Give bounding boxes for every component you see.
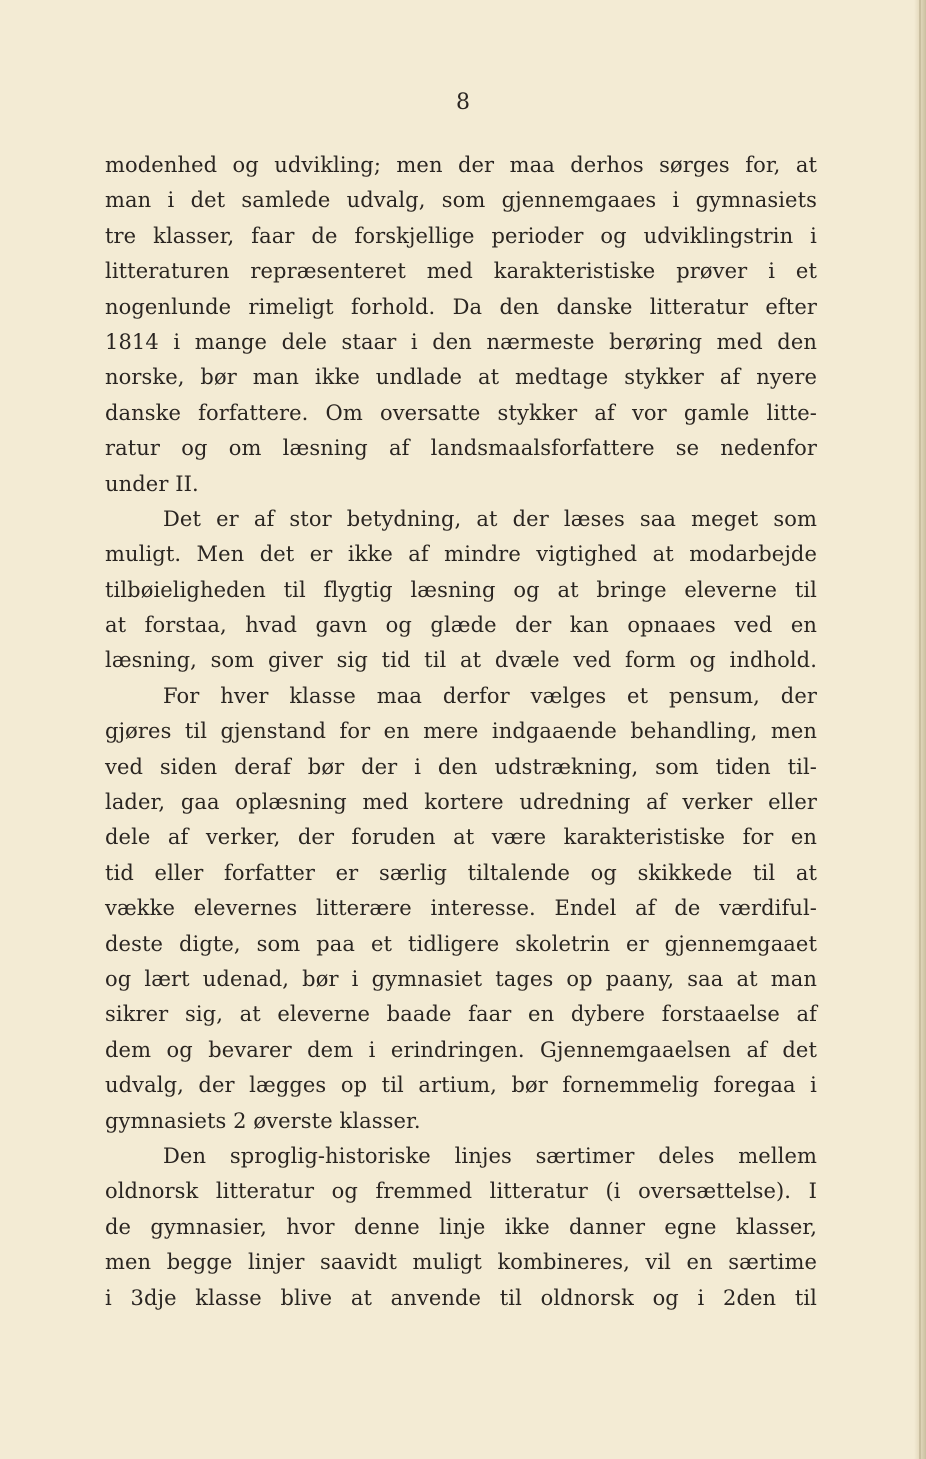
text-line: under II. [105, 471, 199, 496]
text-line: For hver klasse maa derfor vælges et pensum, der [163, 683, 817, 708]
text-line: lader, gaa oplæsning med kortere udredning af verker eller [105, 790, 817, 815]
text-line: vække elevernes litterære interesse. Endel af de værdiful- [105, 896, 817, 921]
text-line: tre klasser, faar de forskjellige perioder og udviklingstrin i [105, 223, 817, 248]
text-line: læsning, som giver sig tid til at dvæle ved form og indhold. [105, 648, 817, 673]
text-line: tilbøieligheden til flygtig læsning og at bringe eleverne til [105, 577, 817, 602]
text-line: Den sproglig-historiske linjes særtimer deles mellem [163, 1143, 817, 1168]
text-line: ved siden deraf bør der i den udstrækning, som tiden til- [105, 754, 817, 779]
text-line: Det er af stor betydning, at der læses saa meget som [163, 506, 817, 531]
text-line: oldnorsk litteratur og fremmed litteratur (i oversættelse). I [105, 1179, 817, 1204]
text-line: dele af verker, der foruden at være karakteristiske for en [105, 825, 817, 850]
text-line: modenhed og udvikling; men der maa derhos sørges for, at [105, 153, 817, 177]
text-line: deste digte, som paa et tidligere skoletrin er gjennemgaaet [105, 931, 817, 956]
text-line: gjøres til gjenstand for en mere indgaaende behandling, men [105, 719, 817, 744]
text-line: ratur og om læsning af landsmaalsforfattere se nedenfor [105, 436, 817, 461]
text-line: litteraturen repræsenteret med karakteristiske prøver i et [105, 259, 817, 284]
text-line: i 3dje klasse blive at anvende til oldnorsk og i 2den til [105, 1285, 817, 1310]
text-line: men begge linjer saavidt muligt kombineres, vil en særtime [105, 1250, 817, 1275]
text-line: nogenlunde rimeligt forhold. Da den danske litteratur efter [105, 294, 817, 319]
text-line: udvalg, der lægges op til artium, bør fornemmelig foregaa i [105, 1073, 817, 1098]
text-line: 1814 i mange dele staar i den nærmeste berøring med den [105, 329, 817, 354]
text-line: sikrer sig, at eleverne baade faar en dybere forstaaelse af [105, 1002, 817, 1027]
text-line: tid eller forfatter er særlig tiltalende og skikkede til at [105, 860, 817, 885]
text-line: de gymnasier, hvor denne linje ikke danner egne klasser, [105, 1214, 817, 1239]
text-line: danske forfattere. Om oversatte stykker af vor gamle litte- [105, 400, 817, 425]
page-number: 8 [456, 90, 470, 115]
text-line: dem og bevarer dem i erindringen. Gjennemgaaelsen af det [105, 1037, 817, 1062]
text-line: man i det samlede udvalg, som gjennemgaaes i gymnasiets [105, 188, 817, 213]
text-line: muligt. Men det er ikke af mindre vigtighed at modarbejde [105, 542, 817, 567]
text-line: og lært udenad, bør i gymnasiet tages op paany, saa at man [105, 966, 817, 991]
text-line: at forstaa, hvad gavn og glæde der kan opnaaes ved en [105, 613, 817, 638]
body-text [105, 148, 817, 1316]
text-line: norske, bør man ikke undlade at medtage stykker af nyere [105, 365, 817, 390]
page-edge-line [919, 0, 921, 1459]
text-line: gymnasiets 2 øverste klasser. [105, 1108, 421, 1133]
